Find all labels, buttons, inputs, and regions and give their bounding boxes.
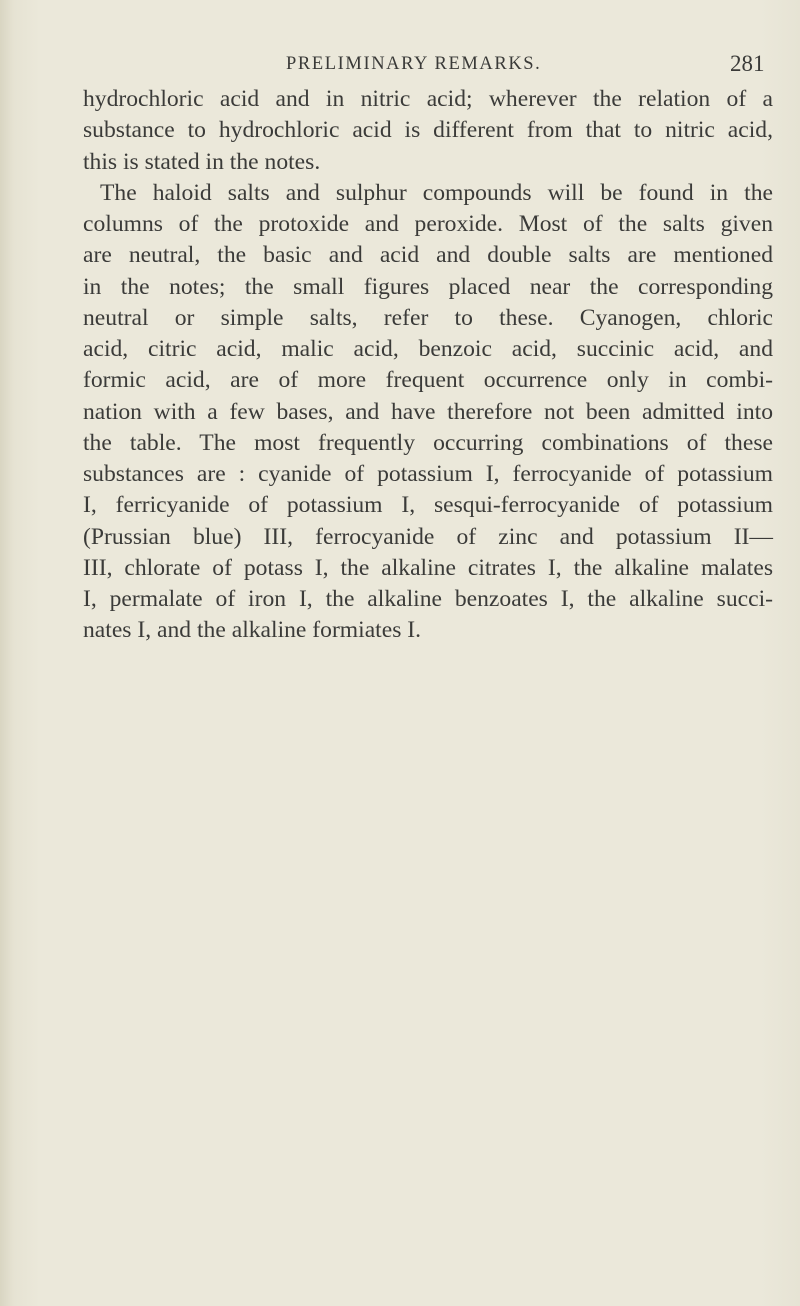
text-line: nates I, and the alkaline formiates I. bbox=[83, 617, 422, 644]
text-line: III, chlorate of potass I, the alkaline citrates I, the alkaline malates bbox=[83, 554, 773, 581]
text-line: substance to hydrochloric acid is different from that to nitric acid, bbox=[83, 117, 773, 144]
text-line: hydrochloric acid and in nitric acid; wherever the relation of a bbox=[83, 86, 773, 112]
text-line: are neutral, the basic and acid and double salts are mentioned bbox=[83, 242, 773, 269]
text-line: The haloid salts and sulphur compounds will be found in the bbox=[100, 179, 773, 206]
text-line: acid, citric acid, malic acid, benzoic acid, succinic acid, and bbox=[83, 336, 773, 362]
text-line: in the notes; the small figures placed near the corresponding bbox=[83, 273, 773, 300]
running-title: PRELIMINARY REMARKS. bbox=[286, 54, 542, 74]
text-line: substances are : cyanide of potassium I, ferrocyanide of potassium bbox=[83, 461, 773, 487]
text-line: nation with a few bases, and have therefore not been admitted into bbox=[83, 398, 773, 425]
text-line: columns of the protoxide and peroxide. Most of the salts given bbox=[83, 211, 773, 237]
text-line: neutral or simple salts, refer to these. Cyanogen, chloric bbox=[83, 304, 773, 331]
text-line: I, ferricyanide of potassium I, sesqui-ferrocyanide of potassium bbox=[83, 492, 773, 519]
page-number: 281 bbox=[730, 51, 765, 76]
text-line: (Prussian blue) III, ferrocyanide of zinc and potassium II— bbox=[83, 523, 773, 550]
body-text bbox=[83, 84, 773, 647]
running-head bbox=[0, 51, 800, 82]
text-line: this is stated in the notes. bbox=[83, 148, 321, 175]
text-line: formic acid, are of more frequent occurrence only in combi- bbox=[83, 367, 773, 394]
text-line: the table. The most frequently occurring combinations of these bbox=[83, 429, 773, 456]
text-line: I, permalate of iron I, the alkaline benzoates I, the alkaline succi- bbox=[83, 586, 773, 612]
